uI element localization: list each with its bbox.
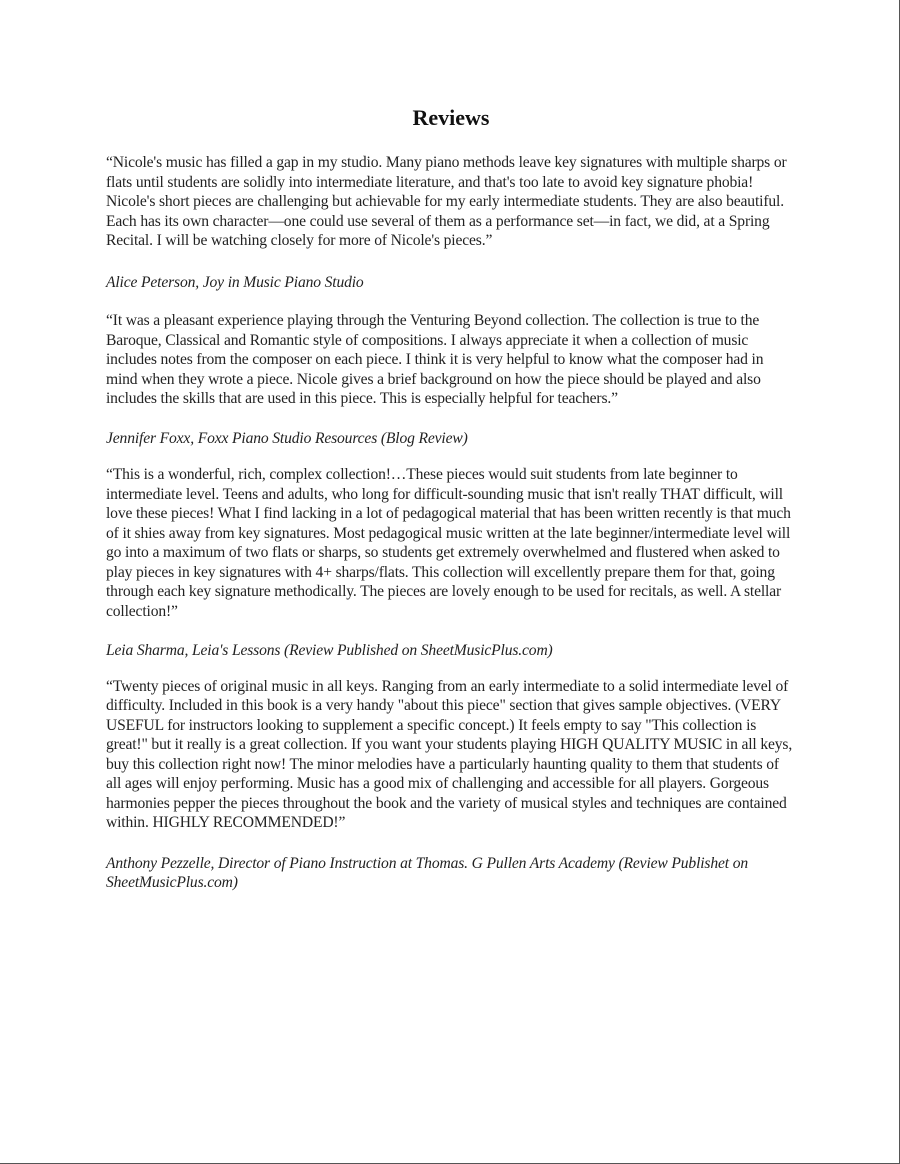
reviews-content: [106, 103, 796, 910]
review-attribution: Leia Sharma, Leia's Lessons (Review Published on SheetMusicPlus.com): [106, 642, 553, 659]
review-item: [106, 677, 796, 893]
review-attribution: Jennifer Foxx, Foxx Piano Studio Resources (Blog Review): [106, 429, 468, 447]
review-quote: “Twenty pieces of original music in all keys. Ranging from an early intermediate to a solid intermediate level of difficulty. Included in this book is a very handy "about this piece" section that gives sample objectives. (VERY USEFUL for instructors looking to supplement a specific concept.) It feels empty to say "This collection is great!" but it really is a great collection. If you want your students playing HIGH QUALITY MUSIC in all keys, buy this collection right now! The minor melodies have a particularly haunting quality to them that students of all ages will enjoy performing. Music has a good mix of challenging and accessible for all players. Gorgeous harmonies pepper the pieces throughout the book and the variety of musical styles and techniques are contained within. HIGHLY RECOMMENDED!”: [106, 677, 793, 831]
review-item: [106, 465, 796, 661]
review-quote: “It was a pleasant experience playing through the Venturing Beyond collection. The collection is true to the Baroque, Classical and Romantic style of compositions. I always appreciate it when a collection of music includes notes from the composer on each piece. I think it is very helpful to know what the composer had in mind when they wrote a piece. Nicole gives a brief background on how the piece should be played and also includes the skills that are used in this piece. This is especially helpful for teachers.”: [106, 312, 764, 407]
review-quote: “Nicole's music has filled a gap in my studio. Many piano methods leave key signatures with multiple sharps or flats until students are solidly into intermediate literature, and that's too late to avoid key signature phobia! Nicole's short pieces are challenging but achievable for my early intermediate students. They are also beautiful. Each has its own character—one could use several of them as a performance set—in fact, we did, at a Spring Recital. I will be watching closely for more of Nicole's pieces.”: [106, 154, 787, 249]
review-attribution: Alice Peterson, Joy in Music Piano Studio: [106, 273, 364, 291]
review-item: [106, 311, 796, 448]
review-quote: “This is a wonderful, rich, complex collection!…These pieces would suit students from late beginner to intermediate level. Teens and adults, who long for difficult-sounding music that isn't really THAT difficult, will love these pieces! What I find lacking in a lot of pedagogical material that has been written recently is that much of it shies away from key signatures. Most pedagogical music written at the late beginner/intermediate level will go into a maximum of two flats or sharps, so students get extremely overwhelmed and flustered when asked to play pieces in key signatures with 4+ sharps/flats. This collection will excellently prepare them for that, going through each key signature methodically. The pieces are lovely enough to be used for recitals, as well. A stellar collection!”: [106, 466, 791, 620]
review-item: [106, 153, 796, 292]
page-title: Reviews: [412, 105, 490, 130]
review-attribution: Anthony Pezzelle, Director of Piano Instruction at Thomas. G Pullen Arts Academy (Review Publishet on SheetMusicPlus.com): [106, 854, 748, 891]
